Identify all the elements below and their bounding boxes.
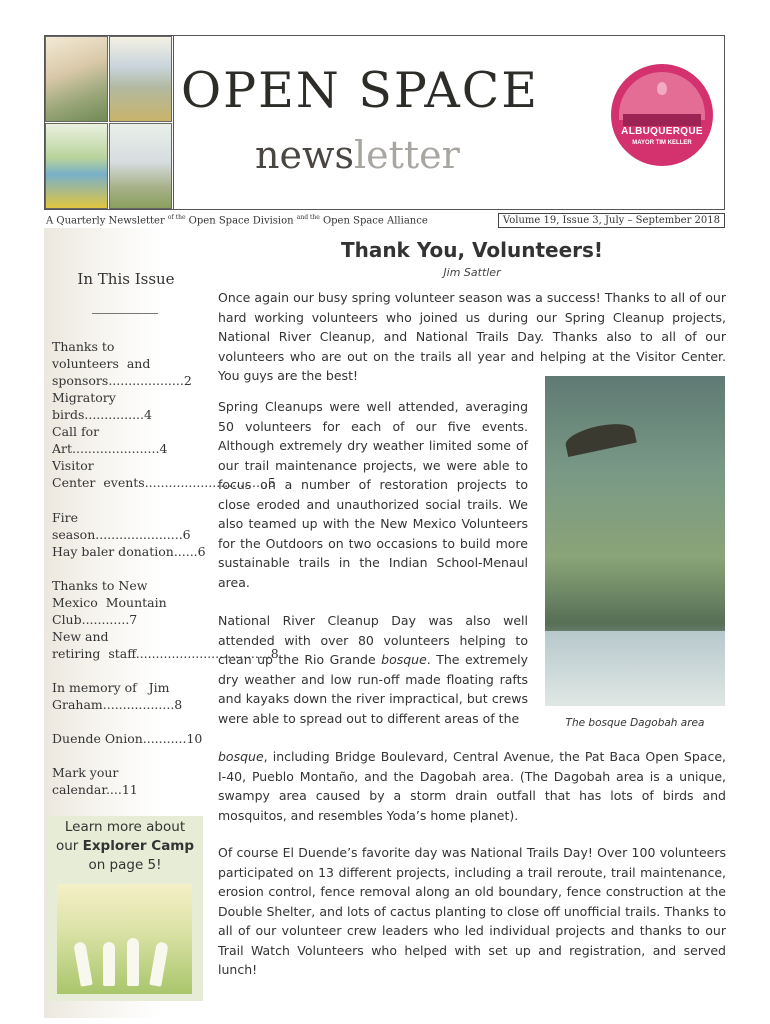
bird-in-flight [563, 419, 636, 457]
toc-item-call-for-art[interactable]: Call for Art......................4 [52, 424, 168, 456]
promo-line-2 [47, 837, 203, 856]
newsletter-title: OPEN SPACE [181, 62, 540, 119]
toc-item-hay-baler[interactable]: Hay baler donation......6 [52, 544, 206, 559]
child-silhouette [73, 941, 92, 986]
toc-item-mountain-club[interactable]: Thanks to New Mexico Mountain Club............7 [52, 578, 167, 627]
artwork-cranes [109, 123, 172, 209]
logo-sky [619, 72, 705, 120]
toc-item-migratory-birds[interactable]: Migratory birds...............4 [52, 390, 152, 422]
masthead-artwork [45, 36, 174, 210]
toc-item-calendar[interactable]: Mark your calendar....11 [52, 765, 138, 797]
promo-explorer-camp: Explorer Camp [82, 838, 195, 854]
publisher-and-the: and the [296, 214, 320, 221]
artwork-river [45, 123, 108, 209]
subtitle-letter: letter [354, 133, 460, 177]
logo-mayor: MAYOR TIM KELLER [632, 140, 692, 146]
bosque-dagobah-photo [545, 376, 725, 706]
toc-divider [92, 313, 158, 314]
toc-item-volunteers[interactable]: Thanks to volunteers and sponsors...................2 [52, 339, 192, 388]
logo-skyline [623, 114, 701, 126]
promo-text [47, 818, 203, 875]
publisher-of-the: of the [167, 214, 186, 221]
publisher-text-2: Open Space Division [185, 215, 297, 227]
article-paragraph-3b [218, 747, 726, 825]
artwork-mountains [45, 36, 108, 122]
p3-text-3: , including Bridge Boulevard, Central Avenue, the Pat Baca Open Space, I-40, Pueblo Montaño, and the Dagobah area. (The Dagobah area is a unique, swampy area caused by a storm drain outfall that has lots of birds and mosquitos, and resembles Yoda’s home planet). [218, 749, 726, 823]
issue-info: Volume 19, Issue 3, July – September 2018 [498, 213, 725, 228]
article-paragraph-3a [218, 611, 528, 728]
newsletter-subtitle [255, 133, 460, 177]
article-headline: Thank You, Volunteers! [340, 238, 604, 262]
kids-silhouette-image [57, 884, 192, 994]
p3-text-2: . The extremely dry weather and low run-off made floating rafts and kayaks down the river impractical, but crews were able to spread out to different areas of the [218, 652, 529, 726]
publisher-line [46, 214, 428, 226]
promo-line-1: Learn more about [64, 819, 186, 835]
artwork-boulders [109, 36, 172, 122]
toc-item-jim-graham[interactable]: In memory of Jim Graham..................8 [52, 680, 183, 712]
toc-item-fire-season[interactable]: Fire season......................6 [52, 510, 191, 542]
promo-our: our [55, 838, 83, 854]
masthead [44, 35, 725, 210]
promo-line-3: on page 5! [88, 857, 162, 873]
p3-bosque-2: bosque [218, 749, 264, 764]
toc-title: In This Issue [77, 270, 175, 288]
article-paragraph-2: Spring Cleanups were well attended, averaging 50 volunteers for each of our five events. Although extremely dry weather limited some of our trail maintenance projects, we were able to focus on a number of restoration projects to close eroded and unauthorized social trails. We also teamed up with the New Mexico Volunteers for the Outdoors on two occasions to build more sustainable trails in the Indian School-Menaul area. [218, 399, 528, 590]
child-silhouette [127, 938, 139, 986]
albuquerque-logo [611, 64, 713, 166]
photo-water [545, 631, 725, 706]
child-silhouette [149, 941, 168, 986]
subtitle-news: news [255, 133, 354, 177]
article-paragraph-1: Once again our busy spring volunteer season was a success! Thanks to all of our hard working volunteers who joined us during our Spring Cleanup projects, National River Cleanup, and National Trails Day. Thanks also to all of our volunteers who are out on the trails all year and helping at the Visitor Center. You guys are the best! [218, 290, 726, 383]
p3-text-1: National River Cleanup Day was also well attended with over 80 volunteers helping to clean up the Rio Grande [218, 613, 528, 667]
photo-caption: The bosque Dagobah area [565, 717, 705, 729]
publisher-text-1: A Quarterly Newsletter [46, 215, 168, 227]
toc-item-staff[interactable]: New and retiring staff..................................8 [52, 629, 279, 661]
article-paragraph-4: Of course El Duende’s favorite day was National Trails Day! Over 100 volunteers participated on 13 different projects, including a trail reroute, trail maintenance, erosion control, fence removal along an old boundary, fence construction at the Double Shelter, and lots of cactus planting to close off unofficial trails. Thanks to all of our volunteer crew leaders who led individual projects and thanks to our Trail Watch Volunteers who helped with set up and registration, and served lunch! [218, 845, 726, 977]
explorer-camp-promo[interactable] [47, 816, 203, 1001]
publisher-text-3: Open Space Alliance [319, 215, 428, 227]
subtitle-bar [44, 213, 725, 228]
toc-item-duende-onion[interactable]: Duende Onion...........10 [52, 731, 203, 746]
logo-city-name: ALBUQUERQUE [621, 126, 703, 137]
article-byline: Jim Sattler [443, 266, 501, 279]
child-silhouette [103, 942, 115, 986]
toc-item-visitor-center[interactable]: Visitor Center events...............................5 [52, 458, 276, 490]
hot-air-balloon-icon [657, 82, 667, 95]
p3-bosque-1: bosque [381, 652, 427, 667]
